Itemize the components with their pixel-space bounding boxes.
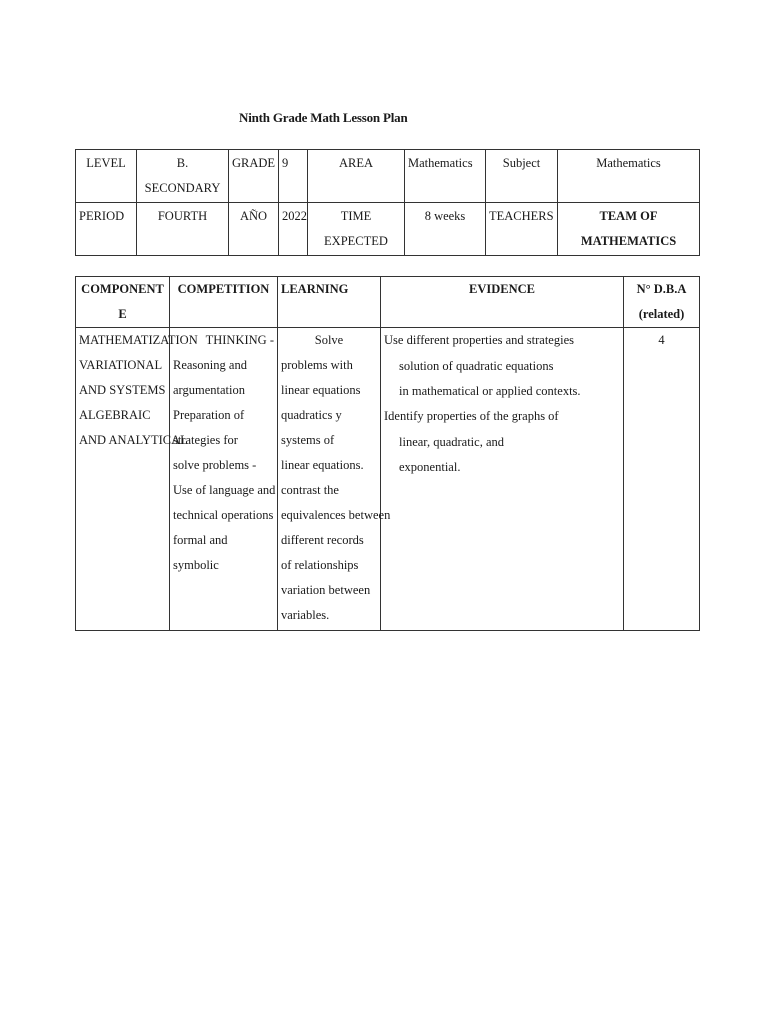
lesson-plan-table — [75, 276, 700, 631]
competition-line: Preparation of — [173, 408, 245, 422]
time-label-line-1: TIME — [340, 209, 372, 223]
teachers-value-line-1: TEAM OF — [599, 209, 658, 223]
page-title: Ninth Grade Math Lesson Plan — [239, 110, 408, 125]
competition-line: technical operations — [173, 508, 274, 522]
time-value: 8 weeks — [405, 203, 486, 256]
level-label: LEVEL — [76, 150, 137, 203]
evidence-line: linear, quadratic, and — [399, 435, 505, 449]
evidence-line: Identify properties of the graphs of — [384, 409, 559, 423]
teachers-label: TEACHERS — [486, 203, 558, 256]
learning-line: equivalences between — [281, 508, 391, 522]
level-value-line-1: B. — [176, 156, 189, 170]
learning-line: variation between — [281, 583, 371, 597]
evidence-cell — [381, 328, 624, 631]
competition-line: formal and — [173, 533, 228, 547]
evidence-line: Use different properties and strategies — [384, 333, 574, 347]
level-value — [137, 150, 229, 203]
subject-value: Mathematics — [558, 150, 700, 203]
period-value: FOURTH — [137, 203, 229, 256]
header-dba-line-2: (related) — [638, 307, 685, 321]
dba-value: 4 — [624, 328, 700, 631]
competition-line: THINKING - — [205, 333, 274, 347]
learning-line: linear equations — [281, 383, 361, 397]
time-label-line-2: EXPECTED — [324, 234, 388, 248]
grade-label: GRADE — [229, 150, 279, 203]
area-value: Mathematics — [405, 150, 486, 203]
area-label: AREA — [308, 150, 405, 203]
competition-line: strategies for — [173, 433, 238, 447]
header-component-line-2: E — [118, 307, 127, 321]
header-evidence: EVIDENCE — [381, 277, 624, 328]
year-value: 2022 — [279, 203, 308, 256]
learning-line: Solve — [314, 333, 344, 347]
header-component-line-1: COMPONENT — [81, 282, 164, 296]
evidence-line: exponential. — [399, 460, 461, 474]
component-line: AND SYSTEMS — [79, 383, 166, 397]
learning-line: systems of — [281, 433, 335, 447]
learning-line: contrast the — [281, 483, 339, 497]
level-value-line-2: SECONDARY — [144, 181, 221, 195]
component-line: VARIATIONAL — [79, 358, 163, 372]
header-learning: LEARNING — [278, 277, 381, 328]
competition-line: Reasoning and — [173, 358, 247, 372]
competition-cell — [170, 328, 278, 631]
learning-line: quadratics y — [281, 408, 342, 422]
learning-line: problems with — [281, 358, 353, 372]
component-line: MATHEMATIZATION — [79, 333, 198, 347]
evidence-line: solution of quadratic equations — [399, 359, 554, 373]
learning-line: linear equations. — [281, 458, 364, 472]
header-competition: COMPETITION — [170, 277, 278, 328]
time-label — [308, 203, 405, 256]
evidence-item — [384, 404, 620, 430]
competition-line: symbolic — [173, 558, 219, 572]
evidence-line: in mathematical or applied contexts. — [399, 384, 581, 398]
learning-line: variables. — [281, 608, 330, 622]
competition-line: solve problems - — [173, 458, 257, 472]
teachers-value — [558, 203, 700, 256]
evidence-item — [384, 328, 620, 354]
competition-line: argumentation — [173, 383, 245, 397]
period-label: PERIOD — [76, 203, 137, 256]
header-component — [76, 277, 170, 328]
subject-label: Subject — [486, 150, 558, 203]
header-dba-line-1: N° D.B.A — [636, 282, 687, 296]
course-info-table — [75, 149, 700, 256]
teachers-value-line-2: MATHEMATICS — [580, 234, 677, 248]
grade-value: 9 — [279, 150, 308, 203]
component-line: ALGEBRAIC — [79, 408, 151, 422]
learning-cell — [278, 328, 391, 631]
learning-line: of relationships — [281, 558, 359, 572]
competition-line: Use of language and — [173, 483, 276, 497]
header-dba — [624, 277, 700, 328]
component-line: AND ANALYTICAL — [79, 433, 188, 447]
learning-line: different records — [281, 533, 364, 547]
year-label: AÑO — [229, 203, 279, 256]
